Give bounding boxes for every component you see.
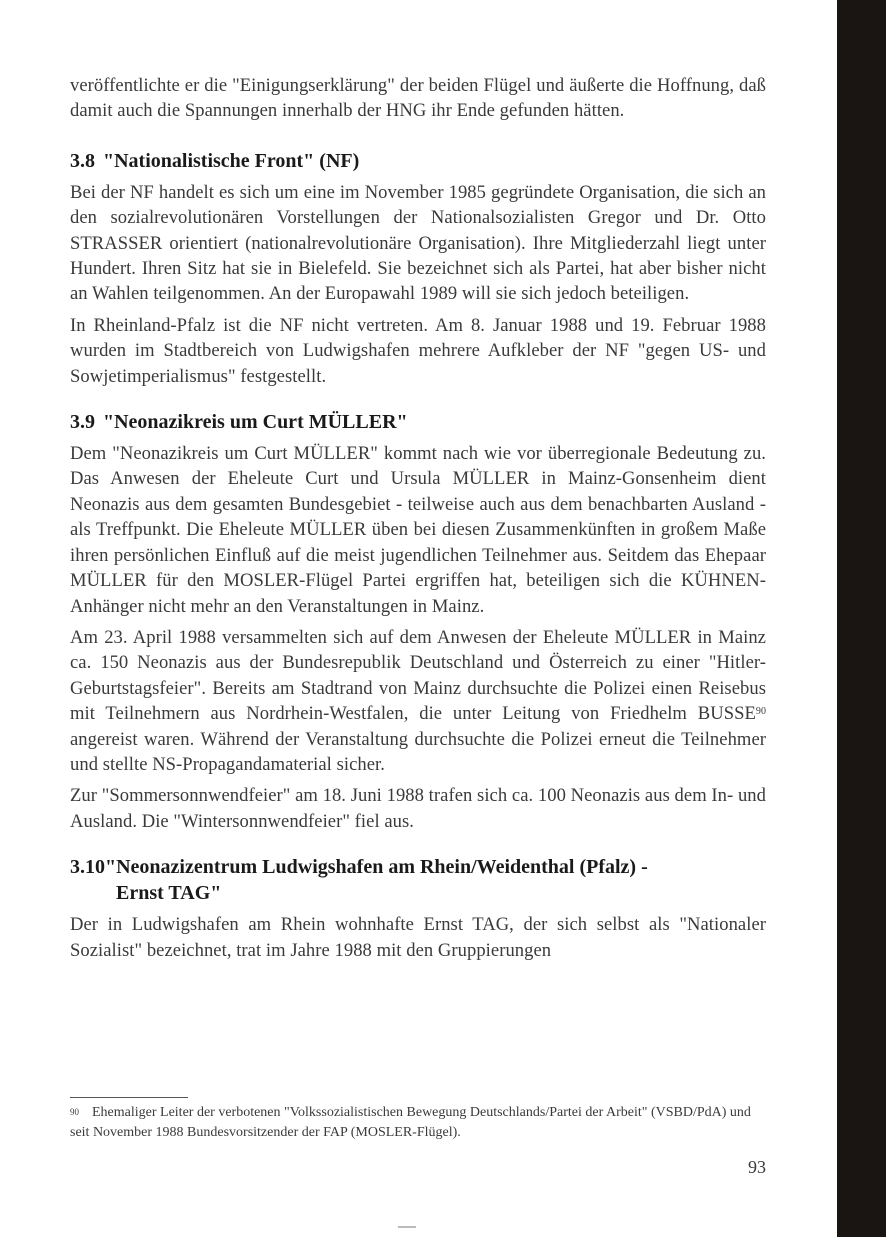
section-heading-3-8 (70, 148, 766, 174)
paragraph: Zur "Sommersonnwendfeier" am 18. Juni 1988 trafen sich ca. 100 Neonazis aus dem In- und Ausland. Die "Wintersonnwendfeier" fiel aus. (70, 785, 766, 832)
section-heading-3-9 (70, 409, 766, 435)
paragraph-text: Am 23. April 1988 versammelten sich auf dem Anwesen der Eheleute MÜLLER in Mainz ca. 150 Neonazis aus der Bundesrepublik Deutschland und Österreich zu einer "Hitler-Geburtstagsfeier". Bereits am Stadtrand von Mainz durchsuchte die Polizei einen Reisebus mit Teilnehmern aus Nordrhein-Westfalen, die unter Leitung von Friedhelm BUSSE (70, 626, 766, 725)
footnote-rule (70, 1097, 188, 1098)
section-title-line2: Ernst TAG" (116, 882, 222, 905)
section-title-line1: "Neonazizentrum Ludwigshafen am Rhein/Weidenthal (Pfalz) - (105, 856, 648, 879)
section-title: "Nationalistische Front" (NF) (103, 149, 360, 172)
section-heading-3-10 (70, 854, 766, 906)
footnote-text: Ehemaliger Leiter der verbotenen "Volkssozialistischen Bewegung Deutschlands/Partei der Arbeit" (VSBD/PdA) und seit November 1988 Bundesvorsitzender der FAP (MOSLER-Flügel). (70, 1105, 751, 1140)
footnote-reference: 90 (755, 706, 766, 718)
section-number: 3.8 (70, 149, 95, 172)
intro-paragraph: veröffentlichte er die "Einigungserklärung" der beiden Flügel und äußerte die Hoffnung, daß damit auch die Spannungen innerhalb der HNG ihr Ende gefunden hätten. (70, 75, 766, 122)
paragraph-with-footnote (70, 625, 766, 777)
page-body (70, 73, 766, 963)
section-number: 3.9 (70, 411, 95, 434)
scan-edge-bar (837, 0, 886, 1237)
section-title: "Neonazikreis um Curt MÜLLER" (103, 411, 408, 434)
paragraph-text: angereist waren. Während der Veranstaltung durchsuchte die Polizei erneut die Teilnehmer und stellte NS-Propagandamaterial sicher. (70, 728, 766, 775)
paragraph: Der in Ludwigshafen am Rhein wohnhafte Ernst TAG, der sich selbst als "Nationaler Sozialist" bezeichnet, trat im Jahre 1988 mit den Gruppierungen (70, 914, 766, 961)
paragraph: In Rheinland-Pfalz ist die NF nicht vertreten. Am 8. Januar 1988 und 19. Februar 1988 wurden im Stadtbereich von Ludwigshafen mehrere Aufkleber der NF "gegen US- und Sowjetimperialismus" festgestellt. (70, 314, 766, 387)
paragraph: Bei der NF handelt es sich um eine im November 1985 gegründete Organisation, die sich an den sozialrevolutionären Vorstellungen der Nationalsozialisten Gregor und Dr. Otto STRASSER orientiert (nationalrevolutionäre Organisation). Ihre Mitgliederzahl liegt unter Hundert. Ihren Sitz hat sie in Bielefeld. Sie bezeichnet sich als Partei, hat aber bisher nicht an Wahlen teilgenommen. An der Europawahl 1989 will sie sich jedoch beteiligen. (70, 181, 766, 305)
page-number: 93 (748, 1157, 766, 1177)
scan-speck (398, 1226, 416, 1228)
footnote-number: 90 (70, 1107, 79, 1117)
paragraph: Dem "Neonazikreis um Curt MÜLLER" kommt nach wie vor überregionale Bedeutung zu. Das Anwesen der Eheleute Curt und Ursula MÜLLER in Mainz-Gonsenheim dient Neonazis aus dem gesamten Bundesgebiet - teilweise auch aus dem benachbarten Ausland - als Treffpunkt. Die Eheleute MÜLLER üben bei diesen Zusammenkünften in großem Maße ihren persönlichen Einfluß auf die meist jugendlichen Teilnehmer aus. Seitdem das Ehepaar MÜLLER für den MOSLER-Flügel Partei ergriffen hat, beteiligen sich die KÜHNEN-Anhänger nicht mehr an den Veranstaltungen in Mainz. (70, 443, 766, 617)
footnote (70, 1103, 766, 1143)
section-number: 3.10 (70, 856, 105, 879)
